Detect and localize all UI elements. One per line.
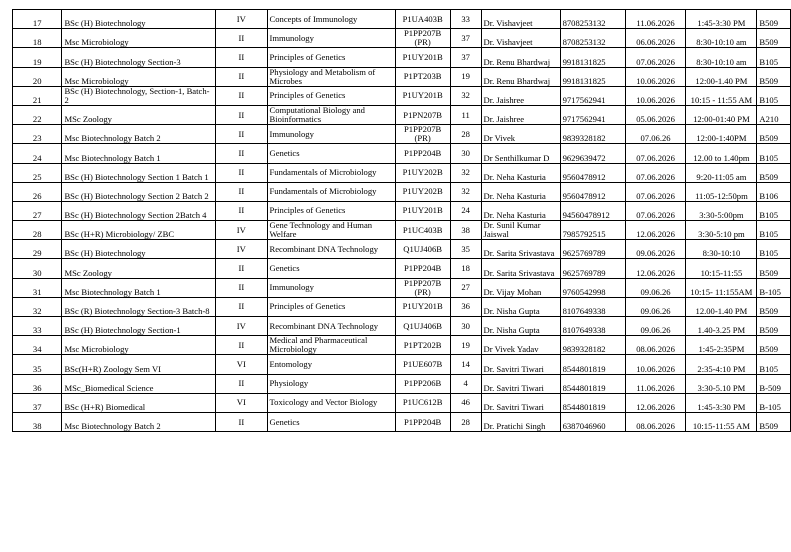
student-count-cell: 19	[450, 336, 481, 355]
semester-cell: II	[216, 412, 267, 431]
room-cell: B105	[757, 355, 791, 374]
teacher-cell: Dr. Neha Kasturia	[481, 201, 560, 220]
time-slot-cell: 8:30-10:10	[686, 240, 757, 259]
semester-cell: VI	[216, 393, 267, 412]
exam-date-cell: 09.06.26	[625, 297, 686, 316]
exam-date-cell: 07.06.26	[625, 125, 686, 144]
table-row	[13, 278, 791, 297]
paper-title-cell: Genetics	[267, 259, 395, 278]
paper-code-cell: P1UY201B	[395, 201, 450, 220]
phone-cell: 9625769789	[560, 240, 625, 259]
teacher-cell: Dr. Neha Kasturia	[481, 182, 560, 201]
student-count-cell: 37	[450, 29, 481, 48]
semester-cell: II	[216, 29, 267, 48]
serial-number-cell: 21	[13, 86, 62, 105]
time-slot-cell: 11:05-12:50pm	[686, 182, 757, 201]
paper-title-cell: Recombinant DNA Technology	[267, 317, 395, 336]
semester-cell: II	[216, 125, 267, 144]
time-slot-cell: 3:30-5.10 PM	[686, 374, 757, 393]
table-row	[13, 67, 791, 86]
semester-cell: II	[216, 201, 267, 220]
exam-date-cell: 07.06.2026	[625, 182, 686, 201]
exam-date-cell: 07.06.2026	[625, 48, 686, 67]
table-row	[13, 182, 791, 201]
time-slot-cell: 10:15-11:55	[686, 259, 757, 278]
time-slot-cell: 1:45-2:35PM	[686, 336, 757, 355]
course-cell: BSc (H) Biotechnology Section 2Batch 4	[62, 201, 216, 220]
exam-date-cell: 07.06.2026	[625, 163, 686, 182]
student-count-cell: 27	[450, 278, 481, 297]
student-count-cell: 4	[450, 374, 481, 393]
table-row	[13, 355, 791, 374]
exam-date-cell: 09.06.26	[625, 317, 686, 336]
phone-cell: 9918131825	[560, 67, 625, 86]
teacher-cell: Dr Senthilkumar D	[481, 144, 560, 163]
phone-cell: 7985792515	[560, 221, 625, 240]
room-cell: B105	[757, 201, 791, 220]
serial-number-cell: 17	[13, 10, 62, 29]
serial-number-cell: 30	[13, 259, 62, 278]
paper-code-cell: Q1UJ406B	[395, 240, 450, 259]
semester-cell: II	[216, 297, 267, 316]
time-slot-cell: 3:30-5:10 pm	[686, 221, 757, 240]
phone-cell: 9918131825	[560, 48, 625, 67]
serial-number-cell: 38	[13, 412, 62, 431]
course-cell: Msc Biotechnology Batch 1	[62, 144, 216, 163]
semester-cell: II	[216, 105, 267, 124]
table-row	[13, 336, 791, 355]
room-cell: B105	[757, 86, 791, 105]
phone-cell: 8107649338	[560, 317, 625, 336]
paper-title-cell: Gene Technology and Human Welfare	[267, 221, 395, 240]
course-cell: BSc (H) Biotechnology Section 2 Batch 2	[62, 182, 216, 201]
exam-date-cell: 12.06.2026	[625, 221, 686, 240]
phone-cell: 9839328182	[560, 125, 625, 144]
serial-number-cell: 34	[13, 336, 62, 355]
student-count-cell: 14	[450, 355, 481, 374]
teacher-cell: Dr. Vishavjeet	[481, 29, 560, 48]
time-slot-cell: 1:45-3:30 PM	[686, 10, 757, 29]
student-count-cell: 28	[450, 412, 481, 431]
teacher-cell: Dr. Pratichi Singh	[481, 412, 560, 431]
paper-title-cell: Entomology	[267, 355, 395, 374]
paper-title-cell: Immunology	[267, 29, 395, 48]
course-cell: BSc (H) Biotechnology	[62, 10, 216, 29]
exam-date-cell: 09.06.2026	[625, 240, 686, 259]
semester-cell: VI	[216, 355, 267, 374]
teacher-cell: Dr. Savitri Tiwari	[481, 393, 560, 412]
student-count-cell: 19	[450, 67, 481, 86]
course-cell: BSc(H+R) Zoology Sem VI	[62, 355, 216, 374]
serial-number-cell: 29	[13, 240, 62, 259]
paper-code-cell: P1UC403B	[395, 221, 450, 240]
teacher-cell: Dr. Nisha Gupta	[481, 317, 560, 336]
paper-code-cell: P1PP204B	[395, 259, 450, 278]
student-count-cell: 37	[450, 48, 481, 67]
course-cell: BSc (R) Biotechnology Section-3 Batch-8	[62, 297, 216, 316]
semester-cell: II	[216, 67, 267, 86]
paper-code-cell: P1UC612B	[395, 393, 450, 412]
table-row	[13, 393, 791, 412]
time-slot-cell: 12:00-1:40PM	[686, 125, 757, 144]
time-slot-cell: 10:15- 11:155AM	[686, 278, 757, 297]
semester-cell: II	[216, 144, 267, 163]
paper-code-cell: P1UY201B	[395, 86, 450, 105]
teacher-cell: Dr. Jaishree	[481, 105, 560, 124]
table-row	[13, 125, 791, 144]
student-count-cell: 32	[450, 163, 481, 182]
table-row	[13, 105, 791, 124]
serial-number-cell: 25	[13, 163, 62, 182]
course-cell: BSc (H) Biotechnology Section-1	[62, 317, 216, 336]
paper-code-cell: P1UY202B	[395, 182, 450, 201]
paper-code-cell: P1PN207B	[395, 105, 450, 124]
paper-code-cell: P1PP207B (PR)	[395, 29, 450, 48]
paper-title-cell: Genetics	[267, 144, 395, 163]
teacher-cell: Dr. Sunil Kumar Jaiswal	[481, 221, 560, 240]
table-row	[13, 297, 791, 316]
semester-cell: II	[216, 48, 267, 67]
exam-date-cell: 10.06.2026	[625, 86, 686, 105]
phone-cell: 9717562941	[560, 86, 625, 105]
room-cell: B-105	[757, 393, 791, 412]
semester-cell: IV	[216, 10, 267, 29]
room-cell: B509	[757, 317, 791, 336]
semester-cell: II	[216, 336, 267, 355]
paper-code-cell: P1UY201B	[395, 48, 450, 67]
exam-date-cell: 08.06.2026	[625, 412, 686, 431]
time-slot-cell: 9:20-11:05 am	[686, 163, 757, 182]
exam-date-cell: 07.06.2026	[625, 144, 686, 163]
paper-code-cell: P1UA403B	[395, 10, 450, 29]
table-row	[13, 259, 791, 278]
serial-number-cell: 31	[13, 278, 62, 297]
room-cell: B105	[757, 144, 791, 163]
phone-cell: 94560478912	[560, 201, 625, 220]
teacher-cell: Dr. Jaishree	[481, 86, 560, 105]
room-cell: B509	[757, 259, 791, 278]
time-slot-cell: 12.00 to 1.40pm	[686, 144, 757, 163]
student-count-cell: 30	[450, 144, 481, 163]
time-slot-cell: 12:00-1.40 PM	[686, 67, 757, 86]
exam-date-cell: 11.06.2026	[625, 10, 686, 29]
paper-code-cell: P1PP204B	[395, 412, 450, 431]
exam-date-cell: 12.06.2026	[625, 259, 686, 278]
exam-date-cell: 08.06.2026	[625, 336, 686, 355]
paper-title-cell: Principles of Genetics	[267, 86, 395, 105]
course-cell: BSc (H) Biotechnology Section 1 Batch 1	[62, 163, 216, 182]
phone-cell: 9560478912	[560, 182, 625, 201]
semester-cell: II	[216, 163, 267, 182]
time-slot-cell: 12.00-1.40 PM	[686, 297, 757, 316]
student-count-cell: 36	[450, 297, 481, 316]
time-slot-cell: 1:45-3:30 PM	[686, 393, 757, 412]
phone-cell: 9717562941	[560, 105, 625, 124]
paper-title-cell: Principles of Genetics	[267, 201, 395, 220]
paper-title-cell: Principles of Genetics	[267, 48, 395, 67]
paper-title-cell: Toxicology and Vector Biology	[267, 393, 395, 412]
teacher-cell: Dr. Vishavjeet	[481, 10, 560, 29]
time-slot-cell: 3:30-5:00pm	[686, 201, 757, 220]
time-slot-cell: 10:15 - 11:55 AM	[686, 86, 757, 105]
room-cell: B509	[757, 297, 791, 316]
table-row	[13, 10, 791, 29]
room-cell: B106	[757, 182, 791, 201]
serial-number-cell: 33	[13, 317, 62, 336]
student-count-cell: 32	[450, 86, 481, 105]
semester-cell: II	[216, 278, 267, 297]
exam-date-cell: 10.06.2026	[625, 355, 686, 374]
phone-cell: 8708253132	[560, 29, 625, 48]
paper-code-cell: P1UY201B	[395, 297, 450, 316]
teacher-cell: Dr. Sarita Srivastava	[481, 259, 560, 278]
room-cell: A210	[757, 105, 791, 124]
room-cell: B-509	[757, 374, 791, 393]
phone-cell: 9839328182	[560, 336, 625, 355]
serial-number-cell: 27	[13, 201, 62, 220]
room-cell: B509	[757, 10, 791, 29]
table-row	[13, 412, 791, 431]
time-slot-cell: 2:35-4:10 PM	[686, 355, 757, 374]
teacher-cell: Dr. Renu Bhardwaj	[481, 67, 560, 86]
phone-cell: 6387046960	[560, 412, 625, 431]
table-row	[13, 221, 791, 240]
table-row	[13, 240, 791, 259]
table-row	[13, 29, 791, 48]
room-cell: B105	[757, 221, 791, 240]
paper-title-cell: Immunology	[267, 278, 395, 297]
student-count-cell: 18	[450, 259, 481, 278]
course-cell: MSc Zoology	[62, 259, 216, 278]
exam-date-cell: 06.06.2026	[625, 29, 686, 48]
time-slot-cell: 8:30-10:10 am	[686, 29, 757, 48]
time-slot-cell: 10:15-11:55 AM	[686, 412, 757, 431]
course-cell: BSc (H) Biotechnology	[62, 240, 216, 259]
phone-cell: 8708253132	[560, 10, 625, 29]
course-cell: BSc (H) Biotechnology Section-3	[62, 48, 216, 67]
course-cell: Msc Biotechnology Batch 2	[62, 412, 216, 431]
semester-cell: II	[216, 374, 267, 393]
exam-date-cell: 09.06.26	[625, 278, 686, 297]
course-cell: BSc (H) Biotechnology, Section-1, Batch-2	[62, 86, 216, 105]
exam-date-cell: 05.06.2026	[625, 105, 686, 124]
table-row	[13, 374, 791, 393]
student-count-cell: 30	[450, 317, 481, 336]
course-cell: Msc Microbiology	[62, 29, 216, 48]
student-count-cell: 28	[450, 125, 481, 144]
exam-date-cell: 07.06.2026	[625, 201, 686, 220]
serial-number-cell: 37	[13, 393, 62, 412]
paper-title-cell: Physiology and Metabolism of Microbes	[267, 67, 395, 86]
paper-code-cell: P1PP206B	[395, 374, 450, 393]
paper-title-cell: Fundamentals of Microbiology	[267, 182, 395, 201]
teacher-cell: Dr Vivek	[481, 125, 560, 144]
schedule-table	[12, 9, 791, 432]
semester-cell: IV	[216, 221, 267, 240]
exam-date-cell: 10.06.2026	[625, 67, 686, 86]
semester-cell: II	[216, 182, 267, 201]
paper-title-cell: Medical and Pharmaceutical Microbiology	[267, 336, 395, 355]
course-cell: MSc_Biomedical Science	[62, 374, 216, 393]
paper-title-cell: Principles of Genetics	[267, 297, 395, 316]
phone-cell: 9560478912	[560, 163, 625, 182]
serial-number-cell: 36	[13, 374, 62, 393]
time-slot-cell: 8:30-10:10 am	[686, 48, 757, 67]
phone-cell: 8544801819	[560, 393, 625, 412]
exam-date-cell: 12.06.2026	[625, 393, 686, 412]
phone-cell: 8544801819	[560, 355, 625, 374]
table-row	[13, 163, 791, 182]
room-cell: B509	[757, 67, 791, 86]
serial-number-cell: 18	[13, 29, 62, 48]
table-row	[13, 86, 791, 105]
teacher-cell: Dr. Renu Bhardwaj	[481, 48, 560, 67]
paper-code-cell: P1PP207B (PR)	[395, 278, 450, 297]
room-cell: B105	[757, 48, 791, 67]
room-cell: B-105	[757, 278, 791, 297]
table-row	[13, 144, 791, 163]
serial-number-cell: 23	[13, 125, 62, 144]
course-cell: Msc Microbiology	[62, 67, 216, 86]
paper-title-cell: Immunology	[267, 125, 395, 144]
student-count-cell: 11	[450, 105, 481, 124]
serial-number-cell: 24	[13, 144, 62, 163]
exam-date-cell: 11.06.2026	[625, 374, 686, 393]
time-slot-cell: 12:00-01:40 PM	[686, 105, 757, 124]
paper-title-cell: Fundamentals of Microbiology	[267, 163, 395, 182]
time-slot-cell: 1.40-3.25 PM	[686, 317, 757, 336]
paper-title-cell: Concepts of Immunology	[267, 10, 395, 29]
serial-number-cell: 22	[13, 105, 62, 124]
room-cell: B509	[757, 163, 791, 182]
semester-cell: IV	[216, 317, 267, 336]
room-cell: B105	[757, 240, 791, 259]
semester-cell: II	[216, 259, 267, 278]
paper-title-cell: Physiology	[267, 374, 395, 393]
room-cell: B509	[757, 29, 791, 48]
phone-cell: 9629639472	[560, 144, 625, 163]
student-count-cell: 46	[450, 393, 481, 412]
course-cell: Msc Biotechnology Batch 2	[62, 125, 216, 144]
phone-cell: 9625769789	[560, 259, 625, 278]
serial-number-cell: 28	[13, 221, 62, 240]
semester-cell: II	[216, 86, 267, 105]
table-row	[13, 48, 791, 67]
teacher-cell: Dr Vivek Yadav	[481, 336, 560, 355]
serial-number-cell: 32	[13, 297, 62, 316]
paper-title-cell: Recombinant DNA Technology	[267, 240, 395, 259]
paper-title-cell: Genetics	[267, 412, 395, 431]
course-cell: Msc Biotechnology Batch 1	[62, 278, 216, 297]
teacher-cell: Dr. Sarita Srivastava	[481, 240, 560, 259]
course-cell: Msc Microbiology	[62, 336, 216, 355]
teacher-cell: Dr. Vijay Mohan	[481, 278, 560, 297]
paper-code-cell: Q1UJ406B	[395, 317, 450, 336]
paper-title-cell: Computational Biology and Bioinformatics	[267, 105, 395, 124]
room-cell: B509	[757, 125, 791, 144]
serial-number-cell: 26	[13, 182, 62, 201]
teacher-cell: Dr. Savitri Tiwari	[481, 374, 560, 393]
room-cell: B509	[757, 336, 791, 355]
student-count-cell: 38	[450, 221, 481, 240]
phone-cell: 8544801819	[560, 374, 625, 393]
phone-cell: 9760542998	[560, 278, 625, 297]
student-count-cell: 35	[450, 240, 481, 259]
paper-code-cell: P1PP204B	[395, 144, 450, 163]
student-count-cell: 33	[450, 10, 481, 29]
table-row	[13, 201, 791, 220]
course-cell: BSc (H+R) Biomedical	[62, 393, 216, 412]
student-count-cell: 32	[450, 182, 481, 201]
serial-number-cell: 20	[13, 67, 62, 86]
table-row	[13, 317, 791, 336]
course-cell: MSc Zoology	[62, 105, 216, 124]
course-cell: BSc (H+R) Microbiology/ ZBC	[62, 221, 216, 240]
paper-code-cell: P1PP207B (PR)	[395, 125, 450, 144]
phone-cell: 8107649338	[560, 297, 625, 316]
semester-cell: IV	[216, 240, 267, 259]
paper-code-cell: P1UE607B	[395, 355, 450, 374]
paper-code-cell: P1PT202B	[395, 336, 450, 355]
teacher-cell: Dr. Nisha Gupta	[481, 297, 560, 316]
student-count-cell: 24	[450, 201, 481, 220]
schedule-rows	[13, 10, 791, 432]
serial-number-cell: 35	[13, 355, 62, 374]
paper-code-cell: P1PT203B	[395, 67, 450, 86]
teacher-cell: Dr. Neha Kasturia	[481, 163, 560, 182]
paper-code-cell: P1UY202B	[395, 163, 450, 182]
serial-number-cell: 19	[13, 48, 62, 67]
teacher-cell: Dr. Savitri Tiwari	[481, 355, 560, 374]
room-cell: B509	[757, 412, 791, 431]
